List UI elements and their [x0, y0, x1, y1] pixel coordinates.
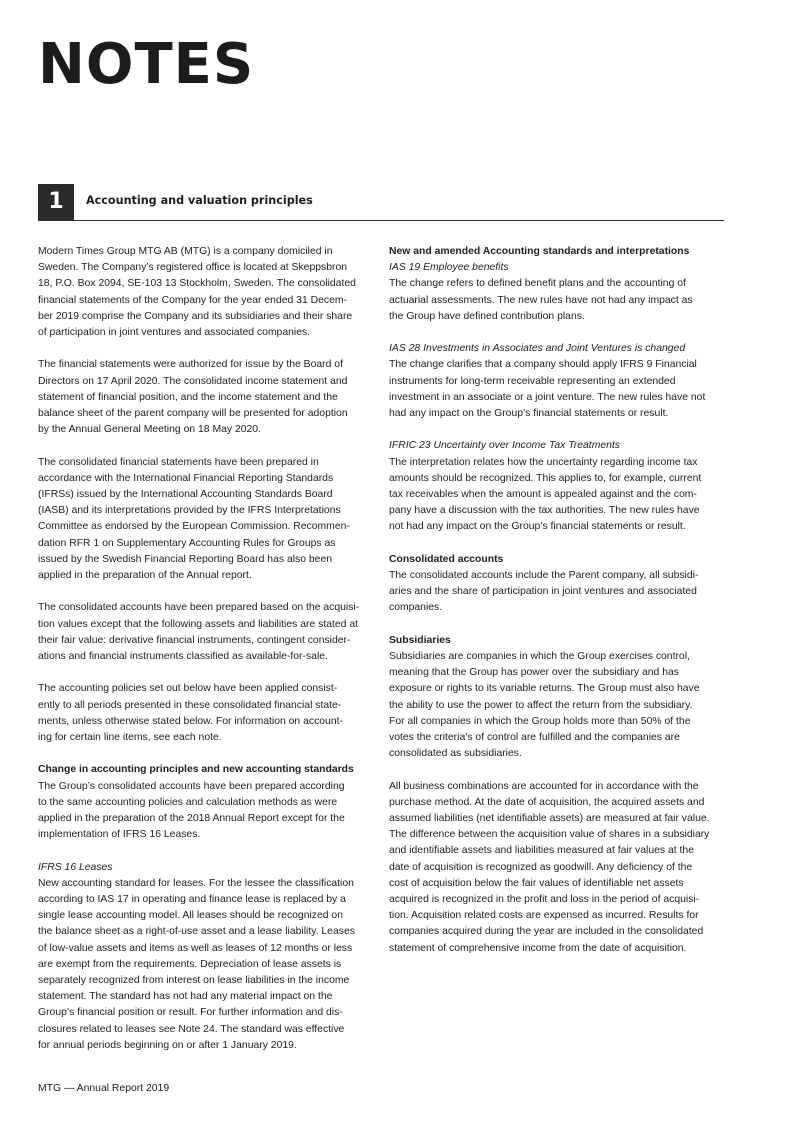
paragraph: [38, 455, 378, 585]
italic-subheading: IAS 28 Investments in Associates and Joint Ventures is changed: [389, 343, 686, 355]
text-line: Subsidiaries are companies in which the Group exercises control,: [389, 651, 690, 663]
text-line: Directors on 17 April 2020. The consolidated income statement and: [38, 375, 348, 387]
text-line: the balance sheet as a right-of-use asset and a lease liability. Leases: [38, 926, 355, 938]
text-line: statement of comprehensive income from the date of acquisition.: [389, 942, 687, 954]
text-line: aries and the share of participation in joint ventures and associated: [389, 586, 697, 598]
text-line: implementation of IFRS 16 Leases.: [38, 829, 201, 841]
text-line: ing for certain line items, see each note.: [38, 732, 222, 744]
paragraph: [389, 633, 726, 763]
text-line: The accounting policies set out below have been applied consist-: [38, 683, 338, 695]
text-line: dation RFR 1 on Supplementary Accounting Rules for Groups as: [38, 537, 336, 549]
text-line: All business combinations are accounted for in accordance with the: [389, 780, 699, 792]
paragraph: [38, 357, 378, 438]
text-line: Sweden. The Company’s registered office is located at Skeppsbron: [38, 262, 348, 274]
italic-subheading: IFRIC 23 Uncertainty over Income Tax Treatments: [389, 440, 620, 452]
text-line: by the Annual General Meeting on 18 May 2020.: [38, 424, 261, 436]
text-line: 18, P.O. Box 2094, SE-103 13 Stockholm, Sweden. The consolidated: [38, 278, 356, 290]
text-line: (IASB) and its interpretations provided by the IFRS Interpretations: [38, 505, 341, 517]
text-line: ber 2019 comprise the Company and its subsidiaries and their share: [38, 310, 353, 322]
text-line: pany have a discussion with the tax authorities. The new rules have: [389, 505, 700, 517]
text-line: purchase method. At the date of acquisition, the acquired assets and: [389, 796, 705, 808]
text-line: assumed liabilities (net identifiable assets) are measured at fair value.: [389, 813, 710, 825]
text-line: The consolidated accounts include the Parent company, all subsidi-: [389, 570, 699, 582]
text-line: New accounting standard for leases. For the lessee the classification: [38, 877, 354, 889]
text-line: for annual periods beginning on or after 1 January 2019.: [38, 1039, 297, 1051]
text-line: cost of acquisition below the fair values of identifiable net assets: [389, 877, 684, 889]
text-line: not had any impact on the Group’s financial statements or result.: [389, 521, 686, 533]
subheading: Consolidated accounts: [389, 553, 504, 565]
paragraph-body: [389, 276, 726, 325]
text-line: of participation in joint ventures and associated companies.: [38, 327, 311, 339]
section-number-badge: 1: [38, 184, 74, 220]
text-line: The consolidated accounts have been prepared based on the acquisi-: [38, 602, 360, 614]
text-line: instruments for long-term receivable representing an extended: [389, 375, 676, 387]
text-line: consolidated as subsidiaries.: [389, 748, 522, 760]
section-header: [38, 184, 724, 221]
text-line: The interpretation relates how the uncertainty regarding income tax: [389, 456, 698, 468]
text-line: ently to all periods presented in these consolidated financial state-: [38, 699, 342, 711]
text-line: acquired is recognized in the profit and loss in the period of acquisi-: [389, 894, 700, 906]
paragraph-body: [38, 876, 378, 1054]
text-line: balance sheet of the parent company will be presented for adoption: [38, 408, 348, 420]
text-line: Committee as endorsed by the European Commission. Recommen-: [38, 521, 350, 533]
text-line: issued by the Swedish Financial Reporting Board has also been: [38, 553, 333, 565]
text-line: investment in an associate or a joint venture. The new rules have not: [389, 391, 706, 403]
paragraph: [38, 762, 378, 843]
text-line: The Group’s consolidated accounts have been prepared according: [38, 780, 345, 792]
text-line: tax receivables when the amount is appealed against and the com-: [389, 489, 697, 501]
text-line: The difference between the acquisition value of shares in a subsidiary: [389, 829, 710, 841]
text-line: single lease accounting model. All leases should be recognized on: [38, 910, 343, 922]
text-line: the ability to use the power to affect the return from the subsidiary.: [389, 699, 693, 711]
paragraph-body: [38, 779, 378, 844]
paragraph-body: [389, 649, 726, 762]
paragraph: [389, 341, 726, 422]
paragraph: [38, 600, 378, 665]
text-line: (IFRSs) issued by the International Accounting Standards Board: [38, 489, 333, 501]
left-column: [38, 244, 378, 1070]
text-line: the Group have defined contribution plans.: [389, 310, 585, 322]
text-line: statement. The standard has not had any material impact on the: [38, 991, 333, 1003]
paragraph: [38, 244, 378, 341]
subheading: Change in accounting principles and new accounting standards: [38, 764, 354, 776]
text-line: votes the criteria’s of control are fulfilled and the companies are: [389, 732, 680, 744]
text-line: their fair value: derivative financial instruments, contingent consider-: [38, 634, 351, 646]
italic-subheading: IFRS 16 Leases: [38, 861, 113, 873]
subheading: Subsidiaries: [389, 634, 451, 646]
text-line: tion. Acquisition related costs are expensed as incurred. Results for: [389, 910, 699, 922]
paragraph: [38, 681, 378, 746]
paragraph: [38, 860, 378, 1054]
page-footer: MTG — Annual Report 2019: [38, 1083, 170, 1094]
text-line: had any impact on the Group’s financial statements or result.: [389, 408, 669, 420]
text-line: tion values except that the following assets and liabilities are stated at: [38, 618, 358, 630]
text-line: The change clarifies that a company should apply IFRS 9 Financial: [389, 359, 697, 371]
paragraph-body: [389, 568, 726, 617]
text-line: actuarial assessments. The new rules have not had any impact as: [389, 294, 693, 306]
text-line: and identifiable assets and liabilities measured at fair values at the: [389, 845, 694, 857]
text-line: are exempt from the requirements. Depreciation of lease assets is: [38, 958, 342, 970]
text-line: The consolidated financial statements have been prepared in: [38, 456, 319, 468]
text-line: financial statements of the Company for the year ended 31 Decem-: [38, 294, 347, 306]
page-title: NOTES: [38, 32, 255, 97]
paragraph: [389, 244, 726, 325]
text-line: date of acquisition is recognized as goodwill. Any deficiency of the: [389, 861, 693, 873]
text-line: The change refers to defined benefit plans and the accounting of: [389, 278, 686, 290]
right-column: [389, 244, 726, 973]
paragraph: [389, 779, 726, 957]
italic-subheading: IAS 19 Employee benefits: [389, 262, 509, 274]
text-line: statement of financial position, and the income statement and the: [38, 391, 338, 403]
text-line: ations and financial instruments classified as available-for-sale.: [38, 651, 328, 663]
text-line: according to IAS 17 in operating and finance lease is replaced by a: [38, 894, 346, 906]
text-line: ments, unless otherwise stated below. For information on account-: [38, 715, 343, 727]
paragraph-body: [389, 455, 726, 536]
section-title: Accounting and valuation principles: [86, 194, 313, 207]
text-line: companies.: [389, 602, 443, 614]
text-line: The financial statements were authorized for issue by the Board of: [38, 359, 343, 371]
paragraph: [389, 438, 726, 535]
text-line: of low-value assets and items as well as leases of 12 months or less: [38, 942, 353, 954]
text-line: accordance with the International Financial Reporting Standards: [38, 472, 334, 484]
text-line: Modern Times Group MTG AB (MTG) is a company domiciled in: [38, 246, 333, 257]
text-line: amounts should be recognized. This applies to, for example, current: [389, 472, 702, 484]
text-line: to the same accounting policies and calculation methods as were: [38, 796, 338, 808]
text-line: applied in the preparation of the 2018 Annual Report except for the: [38, 813, 345, 825]
text-line: For all companies in which the Group holds more than 50% of the: [389, 715, 691, 727]
text-line: applied in the preparation of the Annual report.: [38, 570, 252, 582]
text-line: separately recognized from interest on lease liabilities in the income: [38, 975, 350, 987]
subheading: New and amended Accounting standards and interpretations: [389, 246, 690, 257]
paragraph: [389, 552, 726, 617]
text-line: closures related to leases see Note 24. The standard was effective: [38, 1023, 345, 1035]
paragraph-body: [389, 357, 726, 422]
text-line: exposure or rights to its variable returns. The Group must also have: [389, 683, 700, 695]
text-line: Group’s financial position or result. For further information and dis-: [38, 1007, 343, 1019]
text-line: meaning that the Group has power over the subsidiary and has: [389, 667, 679, 679]
text-line: companies acquired during the year are included in the consolidated: [389, 926, 704, 938]
